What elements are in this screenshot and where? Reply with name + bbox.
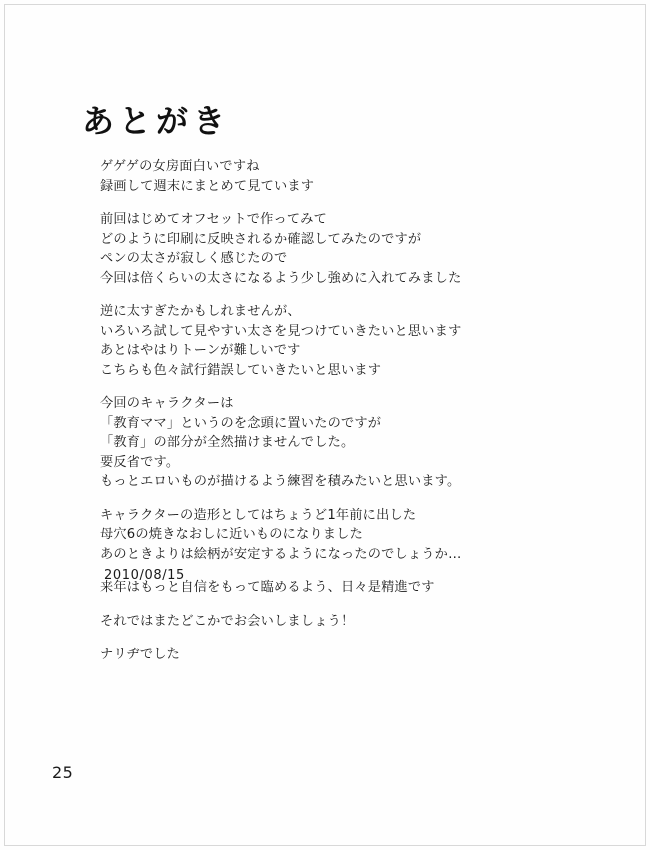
afterword-body (100, 157, 570, 665)
text-line: 今回は倍くらいの太さになるよう少し強めに入れてみました (100, 270, 462, 286)
text-line: 録画して週末にまとめて見ています (100, 178, 315, 194)
page-title: あとがき (82, 102, 231, 140)
paragraph (100, 506, 570, 565)
text-line: 逆に太すぎたかもしれませんが、 (100, 304, 301, 319)
text-line: もっとエロいものが描けるよう練習を積みたいと思います。 (100, 474, 461, 489)
text-line: それではまたどこかでお会いしましょう！ (100, 613, 355, 629)
text-line: 「教育ママ」というのを念頭に置いたのですが (100, 415, 382, 431)
text-line: あとはやはりトーンが難しいです (100, 343, 301, 358)
text-line: ペンの太さが寂しく感じたので (100, 251, 288, 266)
text-line: どのように印刷に反映されるか確認してみたのですが (100, 231, 422, 247)
signature-text: ナリヂでした (100, 647, 181, 662)
text-line: 来年はもっと自信をもって臨めるよう、日々是精進です (100, 580, 435, 595)
text-line: ゲゲゲの女房面白いですね (100, 159, 260, 174)
text-line: 要反省です。 (100, 454, 180, 470)
text-line: キャラクターの造形としてはちょうど1年前に出した (100, 507, 417, 523)
text-line: あのときよりは絵柄が安定するようになったのでしょうか… (100, 546, 462, 562)
date-text: 2010/08/15 (104, 568, 185, 583)
text-line: 前回はじめてオフセットで作ってみて (100, 212, 328, 227)
paragraph (100, 612, 570, 632)
text-line: 「教育」の部分が全然描けませんでした。 (100, 435, 355, 450)
text-line: 母穴6の焼きなおしに近いものになりました (100, 527, 363, 542)
text-line: こちらも色々試行錯誤していきたいと思います (100, 362, 382, 378)
text-line: 今回のキャラクターは (100, 396, 234, 411)
paragraph (100, 394, 570, 492)
page-number: 25 (52, 763, 74, 782)
text-line: いろいろ試して見やすい太さを見つけていきたいと思います (100, 323, 462, 339)
paragraph (100, 302, 570, 380)
paragraph (100, 210, 570, 288)
paragraph (100, 157, 570, 196)
signature (100, 645, 570, 665)
